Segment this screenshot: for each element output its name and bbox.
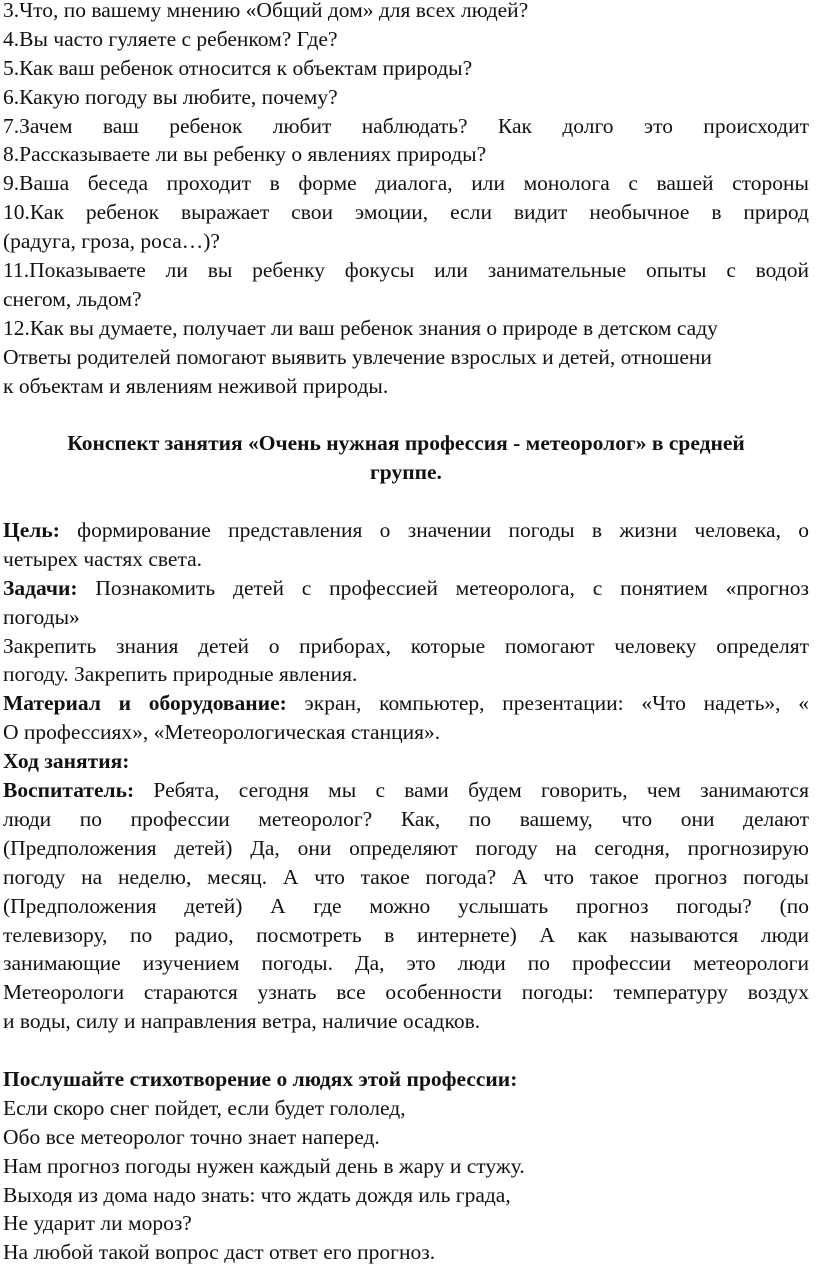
- teacher-text: Ребята, сегодня мы с вами будем говорить, чем занимаются: [134, 778, 809, 803]
- teacher-line-2: люди по профессии метеоролог? Как, по вашему, что они делают: [3, 806, 809, 831]
- teacher-line-7: занимающие изучением погоды. Да, это люди по профессии метеорологи: [3, 951, 809, 976]
- teacher-label: Воспитатель:: [3, 778, 135, 803]
- poem-line: Выходя из дома надо знать: что ждать дождя иль града,: [3, 1182, 511, 1207]
- tasks-line-2: погоды»: [3, 604, 80, 629]
- survey-question-8: 8.Рассказываете ли вы ребенку о явлениях природы?: [3, 142, 487, 167]
- materials-line-2: О профессиях», «Метеорологическая станция».: [3, 720, 441, 745]
- tasks-line-1: [3, 574, 809, 603]
- tasks-label: Задачи:: [3, 575, 78, 600]
- materials-label: Материал и оборудование:: [3, 691, 287, 716]
- survey-question-10-line-2: (радуга, гроза, роса…)?: [3, 229, 220, 254]
- materials-text: экран, компьютер, презентации: «Что надеть», «: [286, 691, 809, 716]
- course-heading: [3, 747, 809, 776]
- poem-line: На любой такой вопрос даст ответ его прогноз.: [3, 1240, 436, 1265]
- answers-line-2: к объектам и явлениям неживой природы.: [3, 373, 389, 398]
- poem-line: Если скоро снег пойдет, если будет гололед,: [3, 1095, 406, 1120]
- tasks-text: Познакомить детей с профессией метеоролога, с понятием «прогноз: [77, 575, 809, 600]
- course-label: Ход занятия:: [3, 749, 130, 774]
- spacer: [3, 487, 809, 516]
- survey-question-4: 4.Вы часто гуляете с ребенком? Где?: [3, 26, 338, 51]
- answers-line-1: Ответы родителей помогают выявить увлечение взрослых и детей, отношени: [3, 344, 712, 369]
- lesson-title-line-2: группе.: [370, 460, 442, 485]
- survey-question-3: 3.Что, по вашему мнению «Общий дом» для всех людей?: [3, 0, 529, 22]
- document-content: [3, 0, 809, 1267]
- poem-heading-text: Послушайте стихотворение о людях этой профессии:: [3, 1066, 518, 1091]
- spacer: [3, 400, 809, 429]
- survey-question-12: 12.Как вы думаете, получает ли ваш ребенок знания о природе в детском саду: [3, 315, 718, 340]
- tasks-line-3: Закрепить знания детей о приборах, которые помогают человеку определят: [3, 633, 809, 658]
- lesson-title-line-1: Конспект занятия «Очень нужная профессия - метеоролог» в средней: [67, 431, 745, 456]
- goal-text: формирование представления о значении погоды в жизни человека, о: [59, 518, 809, 543]
- teacher-line-5: (Предположения детей) А где можно услышать прогноз погоды? (по: [3, 893, 809, 918]
- teacher-line-8: Метеорологи стараются узнать все особенности погоды: температуру воздух: [3, 980, 809, 1005]
- survey-question-5: 5.Как ваш ребенок относится к объектам природы?: [3, 55, 473, 80]
- survey-question-10-line-1: 10.Как ребенок выражает свои эмоции, если видит необычное в природ: [3, 200, 809, 225]
- goal-label: Цель:: [3, 518, 60, 543]
- survey-question-7: 7.Зачем ваш ребенок любит наблюдать? Как долго это происходит: [3, 113, 809, 138]
- teacher-line-9: и воды, силу и направления ветра, наличие осадков.: [3, 1009, 481, 1034]
- poem-line: Нам прогноз погоды нужен каждый день в жару и стужу.: [3, 1153, 525, 1178]
- materials-line-1: [3, 689, 809, 718]
- survey-question-11-line-1: 11.Показываете ли вы ребенку фокусы или занимательные опыты с водой: [3, 258, 809, 283]
- spacer: [3, 1036, 809, 1065]
- teacher-line-1: [3, 776, 809, 805]
- poem-line: Обо все метеоролог точно знает наперед.: [3, 1124, 380, 1149]
- goal-line-1: [3, 516, 809, 545]
- survey-question-11-line-2: снегом, льдом?: [3, 286, 142, 311]
- tasks-line-4: погоду. Закрепить природные явления.: [3, 662, 358, 687]
- survey-question-6: 6.Какую погоду вы любите, почему?: [3, 84, 338, 109]
- teacher-line-6: телевизору, по радио, посмотреть в интернете) А как называются люди: [3, 922, 809, 947]
- poem-line: Не ударит ли мороз?: [3, 1211, 192, 1236]
- survey-question-9: 9.Ваша беседа проходит в форме диалога, или монолога с вашей стороны: [3, 171, 809, 196]
- goal-line-2: четырех частях света.: [3, 546, 203, 571]
- teacher-line-4: погоду на неделю, месяц. А что такое погода? А что такое прогноз погоды: [3, 864, 809, 889]
- teacher-line-3: (Предположения детей) Да, они определяют погоду на сегодня, прогнозирую: [3, 835, 809, 860]
- poem-heading: [3, 1065, 809, 1094]
